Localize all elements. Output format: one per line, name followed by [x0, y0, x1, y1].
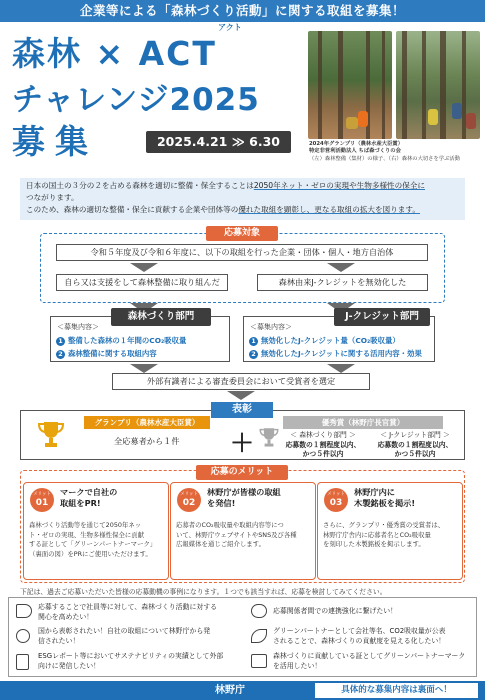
arrow-down	[327, 364, 355, 373]
eligibility-heading: 応募対象	[206, 226, 278, 241]
trophy-silver-icon	[258, 426, 280, 448]
excellence-line: かつ５件以内	[394, 450, 436, 458]
merit-card-1	[23, 482, 169, 580]
footer-more-link: 具体的な募集内容は裏面へ！	[315, 683, 478, 698]
examples-note: 下記は、過去ご応募いただいた皆様の応募動機の事例になります。１つでも該当すれば、応募を検討してみてください。	[20, 588, 387, 596]
excellence-line: ＜ 森林づくり部門 ＞	[290, 431, 356, 439]
merit-title-line: マークで自社の	[60, 487, 118, 497]
merit-title-line: 林野庁が皆様の取組	[207, 487, 281, 497]
intro-line2: つながります。	[26, 193, 79, 202]
badge-number: 03	[329, 498, 343, 508]
item-text: 無効化したJ-クレジット量（CO₂吸収量）	[261, 336, 400, 345]
example-line: 関心を高めたい！	[38, 612, 94, 621]
example-item	[273, 607, 397, 617]
intro-line1: 日本の国土の３分の２を占める森林を適切に整備・保全することは	[26, 181, 254, 190]
excellence-forest	[280, 431, 366, 460]
category-jcredit-hint: ＜募集内容＞	[250, 323, 292, 331]
item-text: 森林整備に関する取組内容	[68, 349, 157, 358]
badge-number: 02	[182, 498, 196, 508]
merit-body	[323, 521, 459, 550]
plus-sign: ＋	[230, 429, 254, 457]
item-text: 無効化したJ-クレジットに関する活用内容・効果	[261, 349, 422, 358]
title-challenge: チャレンジ2025	[12, 82, 260, 118]
photo-caption	[309, 141, 483, 163]
badge-label: メリット	[327, 492, 345, 497]
arrow-down	[327, 263, 355, 272]
arrow-down	[227, 391, 255, 400]
arrow-down	[130, 263, 158, 272]
eligibility-condition: 令和５年度及び令和６年度に、以下の取組を行った企業・団体・個人・地方自治体	[56, 244, 428, 261]
category-forest-item	[56, 335, 186, 346]
merit-body	[176, 521, 312, 550]
merit-title	[60, 487, 117, 509]
intro-text	[20, 178, 465, 220]
merit-body-line: 森林づくり活動等を通じて2050年ネッ	[29, 521, 142, 529]
item-text: 整備した森林の１年間のCO₂吸収量	[68, 336, 187, 345]
example-item	[273, 627, 445, 646]
example-line: グリーンパートナーとして会社等名、CO2吸収量が公表	[273, 627, 446, 635]
item-number: 1	[56, 337, 65, 346]
judging-box: 外部有識者による審査委員会において受賞者を選定	[112, 373, 370, 390]
intro-line1-emphasis: 2050年ネット・ゼロの実現や生物多様性の保全に	[253, 181, 426, 190]
megaphone-icon	[16, 604, 32, 618]
trophy-gold-icon	[36, 420, 66, 448]
excellence-jcredit	[368, 431, 462, 460]
merit-body-line: 広報媒体を通じご紹介します。	[176, 540, 265, 548]
example-line: 国から表彰されたい！自社の取組について林野庁から発	[38, 627, 211, 635]
category-jcredit	[243, 311, 435, 362]
example-line: 向けに発信したい！	[38, 661, 101, 670]
title-ruby: アクト	[218, 23, 242, 32]
merit-body-line: さらに、グランプリ・優秀賞の受賞者は、	[323, 521, 445, 529]
photo-forest-education	[396, 31, 480, 139]
excellence-line: 応募数の１割程度以内、	[377, 440, 453, 449]
merit-body	[29, 521, 165, 559]
excellence-line: かつ５件以内	[302, 450, 344, 458]
category-forest-title: 森林づくり部門	[111, 308, 211, 326]
item-number: 2	[249, 350, 258, 359]
merit-title-line: を発信!	[207, 498, 236, 508]
awards-heading: 表彰	[211, 402, 273, 418]
example-item	[38, 603, 217, 622]
example-item	[273, 652, 465, 671]
category-jcredit-item	[249, 348, 422, 359]
merit-body-line: する証として「グリーンパートナーマーク」	[29, 540, 157, 548]
merit-badge	[177, 488, 201, 512]
caption-line: （左）森林整備（集材）の様子、（右）森林の大切さを学ぶ活動	[309, 155, 460, 162]
merit-body-line: を刻印した木製銘板を掲示します。	[323, 540, 425, 548]
intro-line3: このため、森林の適切な整備・保全に貢献する企業や団体等の	[26, 205, 239, 214]
merit-title	[354, 487, 415, 509]
badge-number: 01	[35, 498, 49, 508]
merit-card-3	[317, 482, 463, 580]
category-jcredit-item	[249, 335, 400, 346]
item-number: 2	[56, 350, 65, 359]
badge-label: メリット	[180, 492, 198, 497]
merit-body-line: いて、林野庁ウェブサイトやSNS及び各種	[176, 530, 297, 539]
caption-line: 2024年グランプリ（農林水産大臣賞）	[309, 141, 403, 147]
arrow-down	[130, 364, 158, 373]
item-number: 1	[249, 337, 258, 346]
merit-body-line: ト・ゼロの実現、生物多様性保全に貢献	[29, 530, 145, 539]
example-item	[38, 652, 223, 671]
title-boshu: 募集	[12, 122, 98, 161]
intro-line3-emphasis: 優れた取組を顕彰し、更なる取組の拡大を図ります。	[238, 205, 420, 214]
example-line: されることで、森林づくりの貢献度を見える化したい！	[273, 636, 446, 645]
excellence-line: ＜ J-クレジット部門 ＞	[380, 431, 450, 439]
badge-mark-icon	[251, 654, 267, 668]
application-period: 2025.4.21 ≫ 6.30	[146, 131, 291, 153]
category-forest-item	[56, 348, 157, 359]
example-line: 応募することで社員等に対して、森林づくり活動に対する	[38, 603, 218, 611]
title-line1: 森林 × ACT	[12, 34, 217, 73]
merit-body-line: 応募者のCO₂吸収量や取組内容等につ	[176, 521, 284, 529]
eligibility-option-credit: 森林由来J-クレジットを無効化した	[257, 274, 428, 291]
merit-title	[207, 487, 281, 509]
merit-title-line: 取組をPR!	[60, 498, 101, 508]
top-banner: 企業等による「森林づくり活動」に関する取組を募集！	[0, 0, 485, 22]
merit-badge	[324, 488, 348, 512]
merits-heading: 応募のメリット	[196, 465, 288, 480]
merit-title-line: 林野庁内に	[354, 487, 395, 497]
grandprix-count: 全応募者から１件	[114, 436, 180, 446]
photo-forest-maintenance	[308, 31, 392, 139]
example-line: 応募関係者間での連携強化に繋げたい！	[273, 607, 398, 615]
excellence-line: 応募数の１割程度以内、	[285, 440, 361, 449]
eligibility-option-forest: 自ら又は支援をして森林整備に取り組んだ	[56, 274, 228, 291]
excellence-label: 優秀賞（林野庁長官賞）	[283, 416, 443, 429]
merit-badge	[30, 488, 54, 512]
badge-label: メリット	[33, 492, 51, 497]
medal-icon	[16, 629, 30, 643]
example-line: ESGレポート等においてサステナビリティの実績として外部	[38, 652, 224, 660]
title-forest-act	[12, 23, 242, 75]
example-line: 信されたい！	[38, 636, 80, 645]
merit-title-line: 木製銘板を掲示!	[354, 498, 416, 508]
handshake-icon	[251, 604, 267, 618]
category-forest	[50, 311, 230, 362]
footer-org: 林野庁	[215, 685, 245, 696]
merit-body-line: （裏面の図）をPRにご使用いただけます。	[29, 549, 152, 558]
example-item	[38, 627, 210, 646]
example-line: を活用したい！	[273, 661, 322, 670]
example-line: 森林づくりに貢献している証としてグリーンパートナーマーク	[273, 652, 466, 660]
grandprix-label: グランプリ（農林水産大臣賞）	[84, 416, 210, 429]
merit-card-2	[170, 482, 316, 580]
category-jcredit-title: J-クレジット部門	[334, 308, 430, 326]
caption-line: 特定非営利活動法人 ちば森づくりの会	[309, 148, 401, 155]
document-icon	[16, 654, 29, 670]
category-forest-hint: ＜募集内容＞	[57, 323, 99, 331]
merit-body-line: 林野庁庁舎内に応募者名とCO₂吸収量	[323, 530, 431, 539]
